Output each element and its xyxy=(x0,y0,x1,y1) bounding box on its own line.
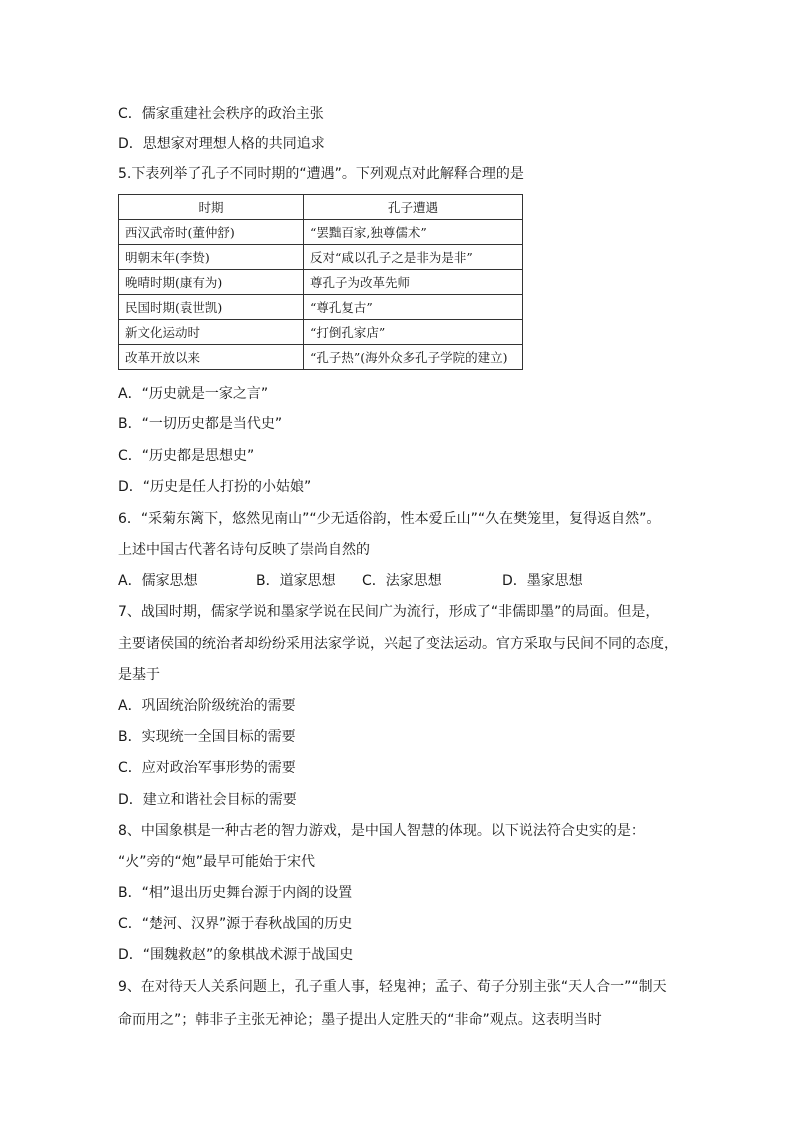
table-cell-period: 晚晴时期(康有为) xyxy=(119,270,304,295)
option-8b-text: B．“相”退出历史舞台源于内阁的设置 xyxy=(118,885,353,901)
table-row xyxy=(119,270,523,295)
option-8d-text: D．“围魏救赵”的象棋战术源于战国史 xyxy=(118,947,354,963)
table-cell-encounter: 反对“咸以孔子之是非为是非” xyxy=(304,245,523,270)
confucius-encounters-table xyxy=(118,194,523,370)
option-7c-text: C．应对政治军事形势的需要 xyxy=(118,760,296,776)
question-7-stem: 7、战国时期，儒家学说和墨家学说在民间广为流行，形成了“非儒即墨”的局面。但是， xyxy=(118,604,660,620)
table-cell-period: 明朝末年(李贽) xyxy=(119,245,304,270)
option-5c2-text: C．“历史都是思想史” xyxy=(118,448,255,464)
table-row xyxy=(119,245,523,270)
question-9-stem: 9、在对待天人关系问题上，孔子重人事，轻鬼神；孟子、荀子分别主张“天人合一”“制天 xyxy=(118,979,667,995)
table-cell-encounter: “罢黜百家,独尊儒术” xyxy=(304,220,523,245)
table-cell-period: 改革开放以来 xyxy=(119,345,304,370)
table-cell-encounter: “尊孔复古” xyxy=(304,295,523,320)
question-7-stem-end: 是基于 xyxy=(118,667,160,683)
question-7-stem-cont: 主要诸侯国的统治者却纷纷采用法家学说，兴起了变法运动。官方采取与民间不同的态度， xyxy=(118,636,678,652)
option-5d2-text: D．“历史是任人打扮的小姑娘” xyxy=(118,479,312,495)
option-6c: C．法家思想 xyxy=(362,573,442,589)
table-cell-encounter: “打倒孔家店” xyxy=(304,320,523,345)
question-6-stem: 6．“采菊东篱下，悠然见南山”“少无适俗韵，性本爱丘山”“久在樊笼里，复得返自然”。 xyxy=(118,511,661,527)
option-5d-text: D．思想家对理想人格的共同追求 xyxy=(118,136,325,152)
option-6d: D．墨家思想 xyxy=(502,573,583,589)
option-8a-text: “火”旁的“炮”最早可能始于宋代 xyxy=(118,854,316,870)
table-cell-encounter: “孔子热”(海外众多孔子学院的建立) xyxy=(304,345,523,370)
question-5-stem: 5.下表列举了孔子不同时期的“遭遇”。下列观点对此解释合理的是 xyxy=(118,166,524,182)
table-header-row xyxy=(119,195,523,220)
table-row xyxy=(119,295,523,320)
table-cell-period: 新文化运动时 xyxy=(119,320,304,345)
table-header-period: 时期 xyxy=(119,195,304,220)
table-row xyxy=(119,345,523,370)
option-7a-text: A．巩固统治阶级统治的需要 xyxy=(118,698,296,714)
table-cell-period: 西汉武帝时(董仲舒) xyxy=(119,220,304,245)
table-header-encounter: 孔子遭遇 xyxy=(304,195,523,220)
table-cell-period: 民国时期(袁世凯) xyxy=(119,295,304,320)
option-6b: B．道家思想 xyxy=(256,573,336,589)
option-5b-text: B．“一切历史都是当代史” xyxy=(118,416,283,432)
option-7b-text: B．实现统一全国目标的需要 xyxy=(118,729,296,745)
table-cell-encounter: 尊孔子为改革先师 xyxy=(304,270,523,295)
table-row xyxy=(119,320,523,345)
question-9-stem-cont: 命而用之”；韩非子主张无神论；墨子提出人定胜天的“非命”观点。这表明当时 xyxy=(118,1012,602,1028)
question-8-stem: 8、中国象棋是一种古老的智力游戏，是中国人智慧的体现。以下说法符合史实的是： xyxy=(118,823,645,839)
question-6-options xyxy=(118,571,583,591)
option-5c-text: C．儒家重建社会秩序的政治主张 xyxy=(118,106,324,122)
option-7d-text: D．建立和谐社会目标的需要 xyxy=(118,792,297,808)
option-6a: A．儒家思想 xyxy=(118,573,198,589)
table-row xyxy=(119,220,523,245)
question-6-stem-cont: 上述中国古代著名诗句反映了崇尚自然的 xyxy=(118,542,370,558)
option-5a-text: A．“历史就是一家之言” xyxy=(118,386,269,402)
option-8c-text: C．“楚河、汉界”源于春秋战国的历史 xyxy=(118,916,353,932)
